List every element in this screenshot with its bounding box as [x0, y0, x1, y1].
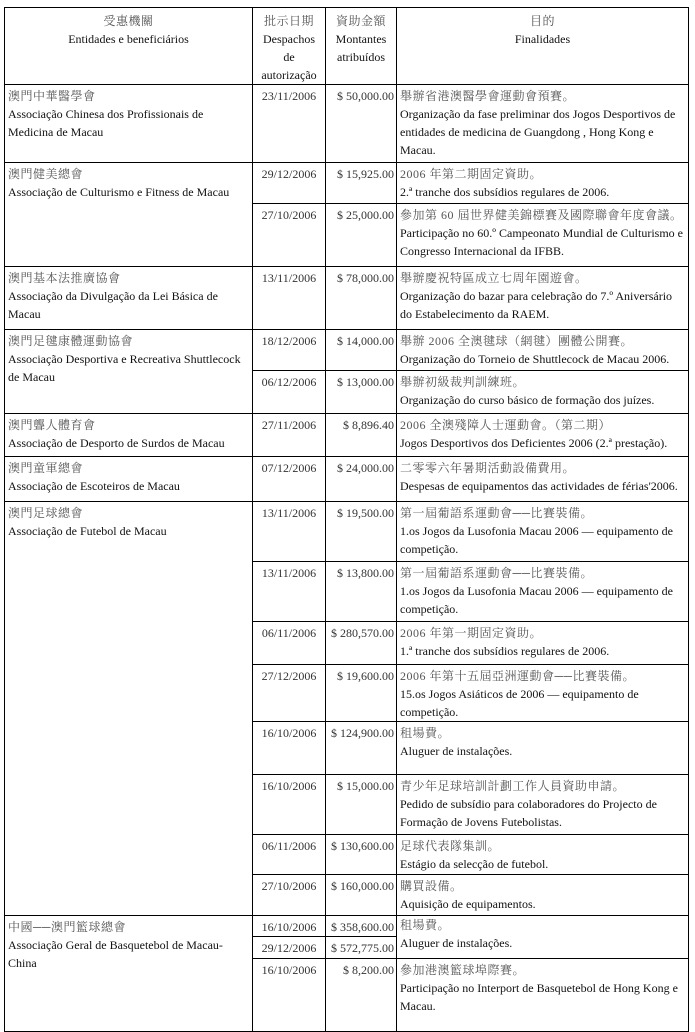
- entity-name-zh: 澳門童軍總會: [8, 461, 84, 475]
- purpose-pt: Organização do curso básico de formação dos juízes.: [400, 393, 655, 407]
- purpose-cell: [397, 85, 689, 163]
- grant-date: 16/10/2006: [253, 916, 326, 937]
- grant-date: 29/12/2006: [253, 163, 326, 204]
- entity-name-pt: Associação Geral de Basquetebol de Macau-China: [8, 938, 223, 970]
- grant-date: 16/10/2006: [253, 775, 326, 835]
- entity-name-pt: Associação Chinesa dos Profissionais de Medicina de Macau: [8, 107, 204, 139]
- entity-cell: [5, 457, 253, 502]
- entity-name-zh: 澳門聾人體育會: [8, 418, 96, 432]
- purpose-pt: 2.ª tranche dos subsídios regulares de 2006.: [400, 185, 610, 199]
- grant-amount: $ 160,000.00: [326, 875, 397, 916]
- grant-amount: $ 572,775.00: [326, 937, 397, 959]
- purpose-zh: 二零零六年暑期活動設備費用。: [400, 461, 576, 475]
- table-row: [5, 414, 689, 457]
- grant-amount: $ 50,000.00: [326, 85, 397, 163]
- header-entity-pt: Entidades e beneficiários: [68, 32, 189, 46]
- header-entity-zh: 受惠機關: [103, 14, 154, 28]
- purpose-zh: 2006 年第二期固定資助。: [400, 167, 543, 181]
- grant-date: 27/12/2006: [253, 665, 326, 722]
- purpose-cell: [397, 562, 689, 622]
- entity-name-zh: 澳門中華醫學會: [8, 89, 96, 103]
- grant-amount: $ 280,570.00: [326, 622, 397, 665]
- purpose-pt: Aluguer de instalações.: [400, 744, 513, 758]
- entity-cell: [5, 163, 253, 267]
- header-date: [253, 8, 326, 85]
- entity-cell: [5, 330, 253, 414]
- grant-date: 13/11/2006: [253, 562, 326, 622]
- grant-amount: $ 24,000.00: [326, 457, 397, 502]
- purpose-zh: 購買設備。: [400, 879, 463, 893]
- grant-amount: $ 19,500.00: [326, 502, 397, 562]
- grant-amount: $ 124,900.00: [326, 722, 397, 775]
- grant-amount: $ 19,600.00: [326, 665, 397, 722]
- purpose-cell: [397, 371, 689, 414]
- table-row: [5, 457, 689, 502]
- header-amount-pt: Montantes atribuídos: [335, 32, 387, 64]
- purpose-cell: [397, 835, 689, 875]
- grant-amount: $ 78,000.00: [326, 267, 397, 330]
- entity-cell: [5, 916, 253, 1032]
- grant-date: 27/10/2006: [253, 875, 326, 916]
- grant-date: 06/11/2006: [253, 835, 326, 875]
- purpose-pt: 1.ª tranche dos subsídios regulares de 2006.: [400, 644, 610, 658]
- grant-date: 06/12/2006: [253, 371, 326, 414]
- entity-name-pt: Associação de Escoteiros de Macau: [8, 479, 180, 493]
- grant-amount: $ 130,600.00: [326, 835, 397, 875]
- entity-cell: [5, 502, 253, 916]
- entity-name-pt: Associação de Desporto de Surdos de Macau: [8, 436, 225, 450]
- header-amount-zh: 資助金額: [335, 14, 386, 28]
- grant-date: 18/12/2006: [253, 330, 326, 371]
- grant-amount: $ 358,600.00: [326, 916, 397, 937]
- purpose-zh: 2006 全澳殘障人士運動會。（第二期）: [400, 418, 612, 432]
- purpose-zh: 第一屆葡語系運動會──比賽裝備。: [400, 566, 594, 580]
- grant-date: 29/12/2006: [253, 937, 326, 959]
- entity-cell: [5, 414, 253, 457]
- grant-date: 27/10/2006: [253, 204, 326, 267]
- purpose-pt: Organização do Torneio de Shuttlecock de Macau 2006.: [400, 352, 670, 366]
- purpose-pt: Despesas de equipamentos das actividades de férias'2006.: [400, 479, 678, 493]
- entity-name-pt: Associação Desportiva e Recreativa Shuttlecock de Macau: [8, 352, 241, 384]
- purpose-zh: 舉辦 2006 全澳毽球（網毽）團體公開賽。: [400, 334, 634, 348]
- table-row: [5, 916, 689, 937]
- grants-table: [4, 7, 689, 1032]
- purpose-cell: [397, 722, 689, 775]
- grant-amount: $ 25,000.00: [326, 204, 397, 267]
- purpose-zh: 舉辦省港澳醫學會運動會預賽。: [400, 89, 576, 103]
- entity-name-pt: Associação de Culturismo e Fitness de Macau: [8, 185, 230, 199]
- purpose-cell: [397, 267, 689, 330]
- grant-date: 06/11/2006: [253, 622, 326, 665]
- table-row: [5, 163, 689, 204]
- purpose-zh: 舉辦慶祝特區成立七周年園遊會。: [400, 271, 588, 285]
- purpose-pt: 1.os Jogos da Lusofonia Macau 2006 — equipamento de competição.: [400, 524, 673, 556]
- header-entity: [5, 8, 253, 85]
- table-row: [5, 502, 689, 562]
- entity-name-pt: Associação de Futebol de Macau: [8, 524, 167, 538]
- purpose-cell: [397, 665, 689, 722]
- entity-cell: [5, 267, 253, 330]
- grant-date: 23/11/2006: [253, 85, 326, 163]
- purpose-pt: Aquisição de equipamentos.: [400, 897, 536, 911]
- header-purpose-zh: 目的: [529, 14, 555, 28]
- entity-name-zh: 澳門健美總會: [8, 167, 84, 181]
- purpose-cell: [397, 204, 689, 267]
- purpose-cell: [397, 330, 689, 371]
- purpose-zh: 足球代表隊集訓。: [400, 839, 501, 853]
- purpose-pt: Estágio da selecção de futebol.: [400, 857, 549, 871]
- grant-amount: $ 15,925.00: [326, 163, 397, 204]
- table-row: [5, 85, 689, 163]
- grant-date: 13/11/2006: [253, 267, 326, 330]
- purpose-pt: Participação no 60.º Campeonato Mundial de Culturismo e Congresso Internacional da IFBB.: [400, 226, 683, 258]
- grant-date: 13/11/2006: [253, 502, 326, 562]
- purpose-pt: Pedido de subsídio para colaboradores do Projecto de Formação de Jovens Futebolistas.: [400, 797, 657, 829]
- grant-amount: $ 14,000.00: [326, 330, 397, 371]
- entity-name-zh: 澳門基本法推廣協會: [8, 271, 121, 285]
- purpose-pt: 1.os Jogos da Lusofonia Macau 2006 — equipamento de competição.: [400, 584, 673, 616]
- header-date-zh: 批示日期: [263, 14, 314, 28]
- purpose-cell: [397, 875, 689, 916]
- purpose-cell: [397, 916, 689, 959]
- grant-date: 16/10/2006: [253, 959, 326, 1032]
- header-purpose-pt: Finalidades: [514, 32, 571, 46]
- header-date-pt: Despachos de autorização: [261, 32, 317, 82]
- grant-amount: $ 8,896.40: [326, 414, 397, 457]
- grant-amount: $ 13,800.00: [326, 562, 397, 622]
- purpose-zh: 參加港澳籃球埠際賽。: [400, 963, 526, 977]
- grant-date: 16/10/2006: [253, 722, 326, 775]
- purpose-zh: 2006 年第一期固定資助。: [400, 626, 543, 640]
- purpose-cell: [397, 502, 689, 562]
- entity-name-zh: 澳門足球總會: [8, 506, 84, 520]
- purpose-cell: [397, 163, 689, 204]
- purpose-zh: 2006 年第十五屆亞洲運動會──比賽裝備。: [400, 669, 636, 683]
- purpose-cell: [397, 457, 689, 502]
- purpose-zh: 青少年足球培訓計劃工作人員資助申請。: [400, 779, 626, 793]
- grant-date: 27/11/2006: [253, 414, 326, 457]
- purpose-pt: Participação no Interport de Basquetebol de Hong Kong e Macau.: [400, 981, 678, 1013]
- purpose-zh: 第一屆葡語系運動會──比賽裝備。: [400, 506, 594, 520]
- purpose-zh: 租場費。: [400, 726, 451, 740]
- purpose-cell: [397, 959, 689, 1032]
- purpose-pt: Organização da fase preliminar dos Jogos Desportivos de entidades de medicina de Guangdong , Hong Kong e Macau.: [400, 107, 676, 157]
- purpose-cell: [397, 414, 689, 457]
- purpose-zh: 舉辦初級裁判訓練班。: [400, 375, 526, 389]
- purpose-zh: 參加第 60 屆世界健美錦標賽及國際聯會年度會議。: [400, 208, 683, 222]
- header-amount: [326, 8, 397, 85]
- entity-name-zh: 中國──澳門籃球總會: [8, 920, 127, 934]
- purpose-cell: [397, 775, 689, 835]
- purpose-pt: Organização do bazar para celebração do 7.º Aniversário do Estabelecimento da RAEM.: [400, 289, 673, 321]
- entity-cell: [5, 85, 253, 163]
- entity-name-zh: 澳門足毽康體運動協會: [8, 334, 134, 348]
- entity-name-pt: Associação da Divulgação da Lei Básica de Macau: [8, 289, 218, 321]
- grant-date: 07/12/2006: [253, 457, 326, 502]
- table-row: [5, 267, 689, 330]
- grant-amount: $ 15,000.00: [326, 775, 397, 835]
- header-purpose: [397, 8, 689, 85]
- purpose-pt: Jogos Desportivos dos Deficientes 2006 (2.ª prestação).: [400, 436, 668, 450]
- table-header-row: [5, 8, 689, 85]
- grant-amount: $ 13,000.00: [326, 371, 397, 414]
- table-body: [5, 85, 689, 1032]
- purpose-pt: Aluguer de instalações.: [400, 936, 513, 950]
- table-row: [5, 330, 689, 371]
- grant-amount: $ 8,200.00: [326, 959, 397, 1032]
- purpose-cell: [397, 622, 689, 665]
- purpose-pt: 15.os Jogos Asiáticos de 2006 — equipamento de competição.: [400, 687, 639, 719]
- purpose-zh: 租場費。: [400, 918, 451, 932]
